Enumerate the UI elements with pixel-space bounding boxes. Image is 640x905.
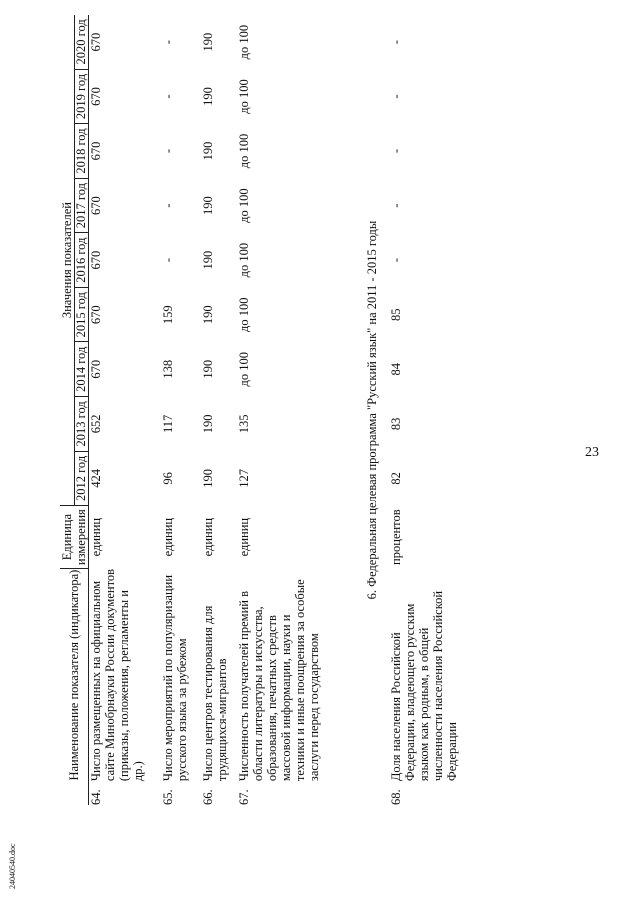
row-value: до 100: [237, 188, 251, 223]
table-row: [237, 15, 355, 805]
row-name: Число центров тестирования для трудящихся-мигрантов: [201, 605, 229, 782]
row-number: 66.: [201, 789, 215, 805]
row-value: 670: [89, 196, 103, 215]
table-row: [201, 15, 237, 805]
header-year: 2014 год: [75, 342, 89, 397]
row-unit: единиц: [237, 517, 251, 557]
row-value: 127: [237, 469, 251, 488]
row-value: 85: [389, 308, 403, 321]
row-name: Доля населения Российской Федерации, владеющего русским языком как родным, в общей численности населения Российской Федерации: [389, 590, 459, 782]
row-value: 190: [201, 196, 215, 215]
row-number: 65.: [161, 789, 175, 805]
row-value: -: [161, 258, 175, 263]
row-value: -: [389, 203, 403, 208]
row-value: до 100: [237, 79, 251, 114]
document-id: 24040540.doc: [8, 843, 17, 889]
row-value: 190: [201, 250, 215, 270]
row-number: 68.: [389, 789, 403, 805]
row-value: до 100: [237, 24, 251, 60]
row-number: 64.: [89, 789, 103, 805]
row-value: 190: [201, 469, 215, 488]
row-value: 84: [389, 363, 403, 376]
header-unit: Единица измерения: [60, 506, 89, 569]
row-value: 190: [201, 87, 215, 106]
header-indicator-name: Наименование показателя (индикатора): [60, 569, 89, 782]
header-values-group: Значения показателей: [60, 15, 75, 506]
row-name: Число размещенных на официальном сайте Минобрнауки России документов (приказы, положения, регламенты и др.): [89, 568, 145, 782]
row-value: -: [161, 203, 175, 208]
row-value: 190: [201, 414, 215, 434]
row-value: 96: [161, 472, 175, 485]
table-row: [89, 15, 162, 805]
row-value: до 100: [237, 297, 251, 332]
header-year: 2012 год: [75, 451, 89, 506]
row-value: 670: [89, 250, 103, 270]
row-unit: единиц: [161, 517, 175, 557]
row-unit: процентов: [389, 509, 403, 565]
row-value: 83: [389, 417, 403, 431]
header-year: 2015 год: [75, 287, 89, 342]
row-value: 190: [201, 359, 215, 379]
row-value: -: [389, 94, 403, 99]
row-value: 82: [389, 472, 403, 485]
row-unit: единиц: [201, 517, 215, 557]
table-row: [161, 15, 201, 805]
row-value: до 100: [237, 133, 251, 169]
header-year: 2016 год: [75, 233, 89, 288]
indicators-table: [60, 15, 469, 805]
header-year: 2013 год: [75, 397, 89, 452]
row-name: Численность получателей премий в области литературы и искусства, образования, печатных средств массовой информации, науки и техники и иные поощрения за особые заслуги перед государством: [237, 579, 321, 782]
row-value: 190: [201, 32, 215, 52]
row-value: 670: [89, 305, 103, 325]
row-value: 190: [201, 141, 215, 161]
row-value: 159: [161, 305, 175, 325]
table-row: [389, 15, 469, 805]
row-value: -: [161, 40, 175, 45]
row-value: 670: [89, 87, 103, 106]
section-title: 6. Федеральная целевая программа "Русский язык" на 2011 - 2015 годы: [365, 220, 379, 600]
row-value: 138: [161, 359, 175, 379]
row-value: 652: [89, 414, 103, 434]
row-value: 190: [201, 305, 215, 325]
row-value: до 100: [237, 352, 251, 387]
row-value: 670: [89, 141, 103, 161]
header-number: [60, 781, 89, 805]
header-year: 2017 год: [75, 178, 89, 233]
header-year: 2020 год: [75, 15, 89, 69]
row-value: 424: [89, 469, 103, 488]
header-year: 2018 год: [75, 124, 89, 179]
row-value: -: [389, 40, 403, 45]
page-number: 23: [585, 445, 599, 460]
row-value: -: [389, 148, 403, 154]
row-value: 670: [89, 32, 103, 52]
row-name: Число мероприятий по популяризации русского языка за рубежом: [161, 574, 189, 782]
row-value: 117: [161, 414, 175, 433]
row-unit: единиц: [89, 517, 103, 557]
row-value: -: [389, 258, 403, 263]
section-row: [355, 15, 389, 805]
header-year: 2019 год: [75, 69, 89, 124]
row-value: до 100: [237, 242, 251, 278]
row-value: -: [161, 94, 175, 99]
row-number: 67.: [237, 789, 251, 805]
row-value: -: [161, 148, 175, 154]
table-header: [60, 15, 89, 805]
row-value: 670: [89, 359, 103, 379]
row-value: 135: [237, 414, 251, 434]
